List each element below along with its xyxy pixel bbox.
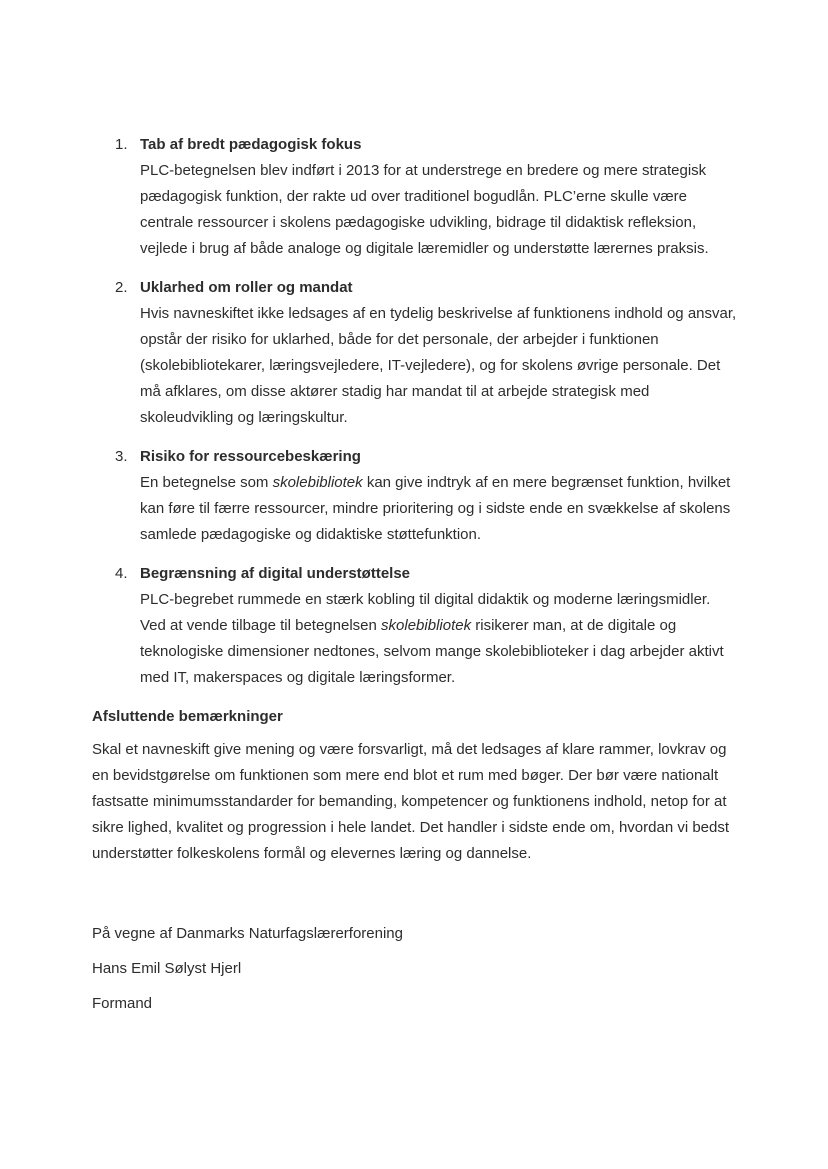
list-item — [92, 132, 740, 262]
numbered-list — [92, 132, 740, 691]
list-item-number: 4. — [115, 565, 128, 582]
list-item-content — [140, 132, 740, 262]
italic-term: skolebibliotek — [381, 617, 472, 634]
closing-paragraph: Skal et navneskift give mening og være forsvarligt, må det ledsages af klare rammer, lovkrav og en bevidstgørelse om funktionen som mere end blot et rum med bøger. Der bør være nationalt fastsatte minimumsstandarder for bemanding, kompetencer og funktionens indhold, netop for at sikre lighed, kvalitet og progression i hele landet. Det handler i sidste ende om, hvordan vi bedst understøtter folkeskolens formål og elevernes læring og dannelse. — [92, 741, 730, 862]
body-text-segment: kan give indtryk af en mere begrænset funktion, hvilket kan føre til færre ressourcer, mindre prioritering og i sidste ende en svækkelse af skolens samlede pædagogiske og didaktiske støttefunktion. — [140, 474, 731, 543]
list-item — [92, 444, 740, 548]
signature-on-behalf-of: På vegne af Danmarks Naturfagslærerforening — [92, 925, 403, 942]
list-item-body — [140, 470, 740, 548]
list-item-title: Risiko for ressourcebeskæring — [140, 448, 361, 465]
list-item-number: 3. — [115, 448, 128, 465]
list-item-body — [140, 587, 740, 691]
list-item-content — [140, 275, 740, 431]
list-item-title: Uklarhed om roller og mandat — [140, 279, 353, 296]
list-item-number: 2. — [115, 279, 128, 296]
signature-block — [92, 921, 740, 1017]
list-item-body — [140, 158, 740, 262]
body-text-segment: Hvis navneskiftet ikke ledsages af en tydelig beskrivelse af funktionens indhold og ansvar, opstår der risiko for uklarhed, både for det personale, der arbejder i funktionen (skolebibliotekarer, læringsvejledere, IT-vejledere), og for skolens øvrige personale. Det må afklares, om disse aktører stadig har mandat til at arbejde strategisk med skoleudvikling og læringskultur. — [140, 305, 737, 426]
signature-title: Formand — [92, 995, 153, 1012]
list-item-title: Tab af bredt pædagogisk fokus — [140, 136, 362, 153]
list-item-body — [140, 301, 740, 431]
list-item-number: 1. — [115, 136, 128, 153]
list-item — [92, 561, 740, 691]
list-item-content — [140, 561, 740, 691]
italic-term: skolebibliotek — [272, 474, 363, 491]
list-item-content — [140, 444, 740, 548]
body-text-segment: PLC-begrebet rummede en stærk kobling til digital didaktik og moderne læringsmidler. Ved at vende tilbage til betegnelsen — [140, 591, 711, 634]
list-item-title: Begrænsning af digital understøttelse — [140, 565, 411, 582]
body-text-segment: PLC-betegnelsen blev indført i 2013 for at understrege en bredere og mere strategisk pædagogisk funktion, der rakte ud over traditionel bogudlån. PLC’erne skulle være centrale ressourcer i skolens pædagogiske udvikling, bidrage til didaktisk refleksion, vejlede i brug af både analoge og digitale læremidler og understøtte lærernes praksis. — [140, 162, 709, 257]
body-text-segment: En betegnelse som — [140, 474, 273, 491]
signature-name: Hans Emil Sølyst Hjerl — [92, 960, 242, 977]
list-item — [92, 275, 740, 431]
body-text-segment: risikerer man, at de digitale og teknologiske dimensioner nedtones, selvom mange skolebiblioteker i dag arbejder aktivt med IT, makerspaces og digitale læringsformer. — [140, 617, 724, 686]
closing-heading: Afsluttende bemærkninger — [92, 708, 283, 725]
